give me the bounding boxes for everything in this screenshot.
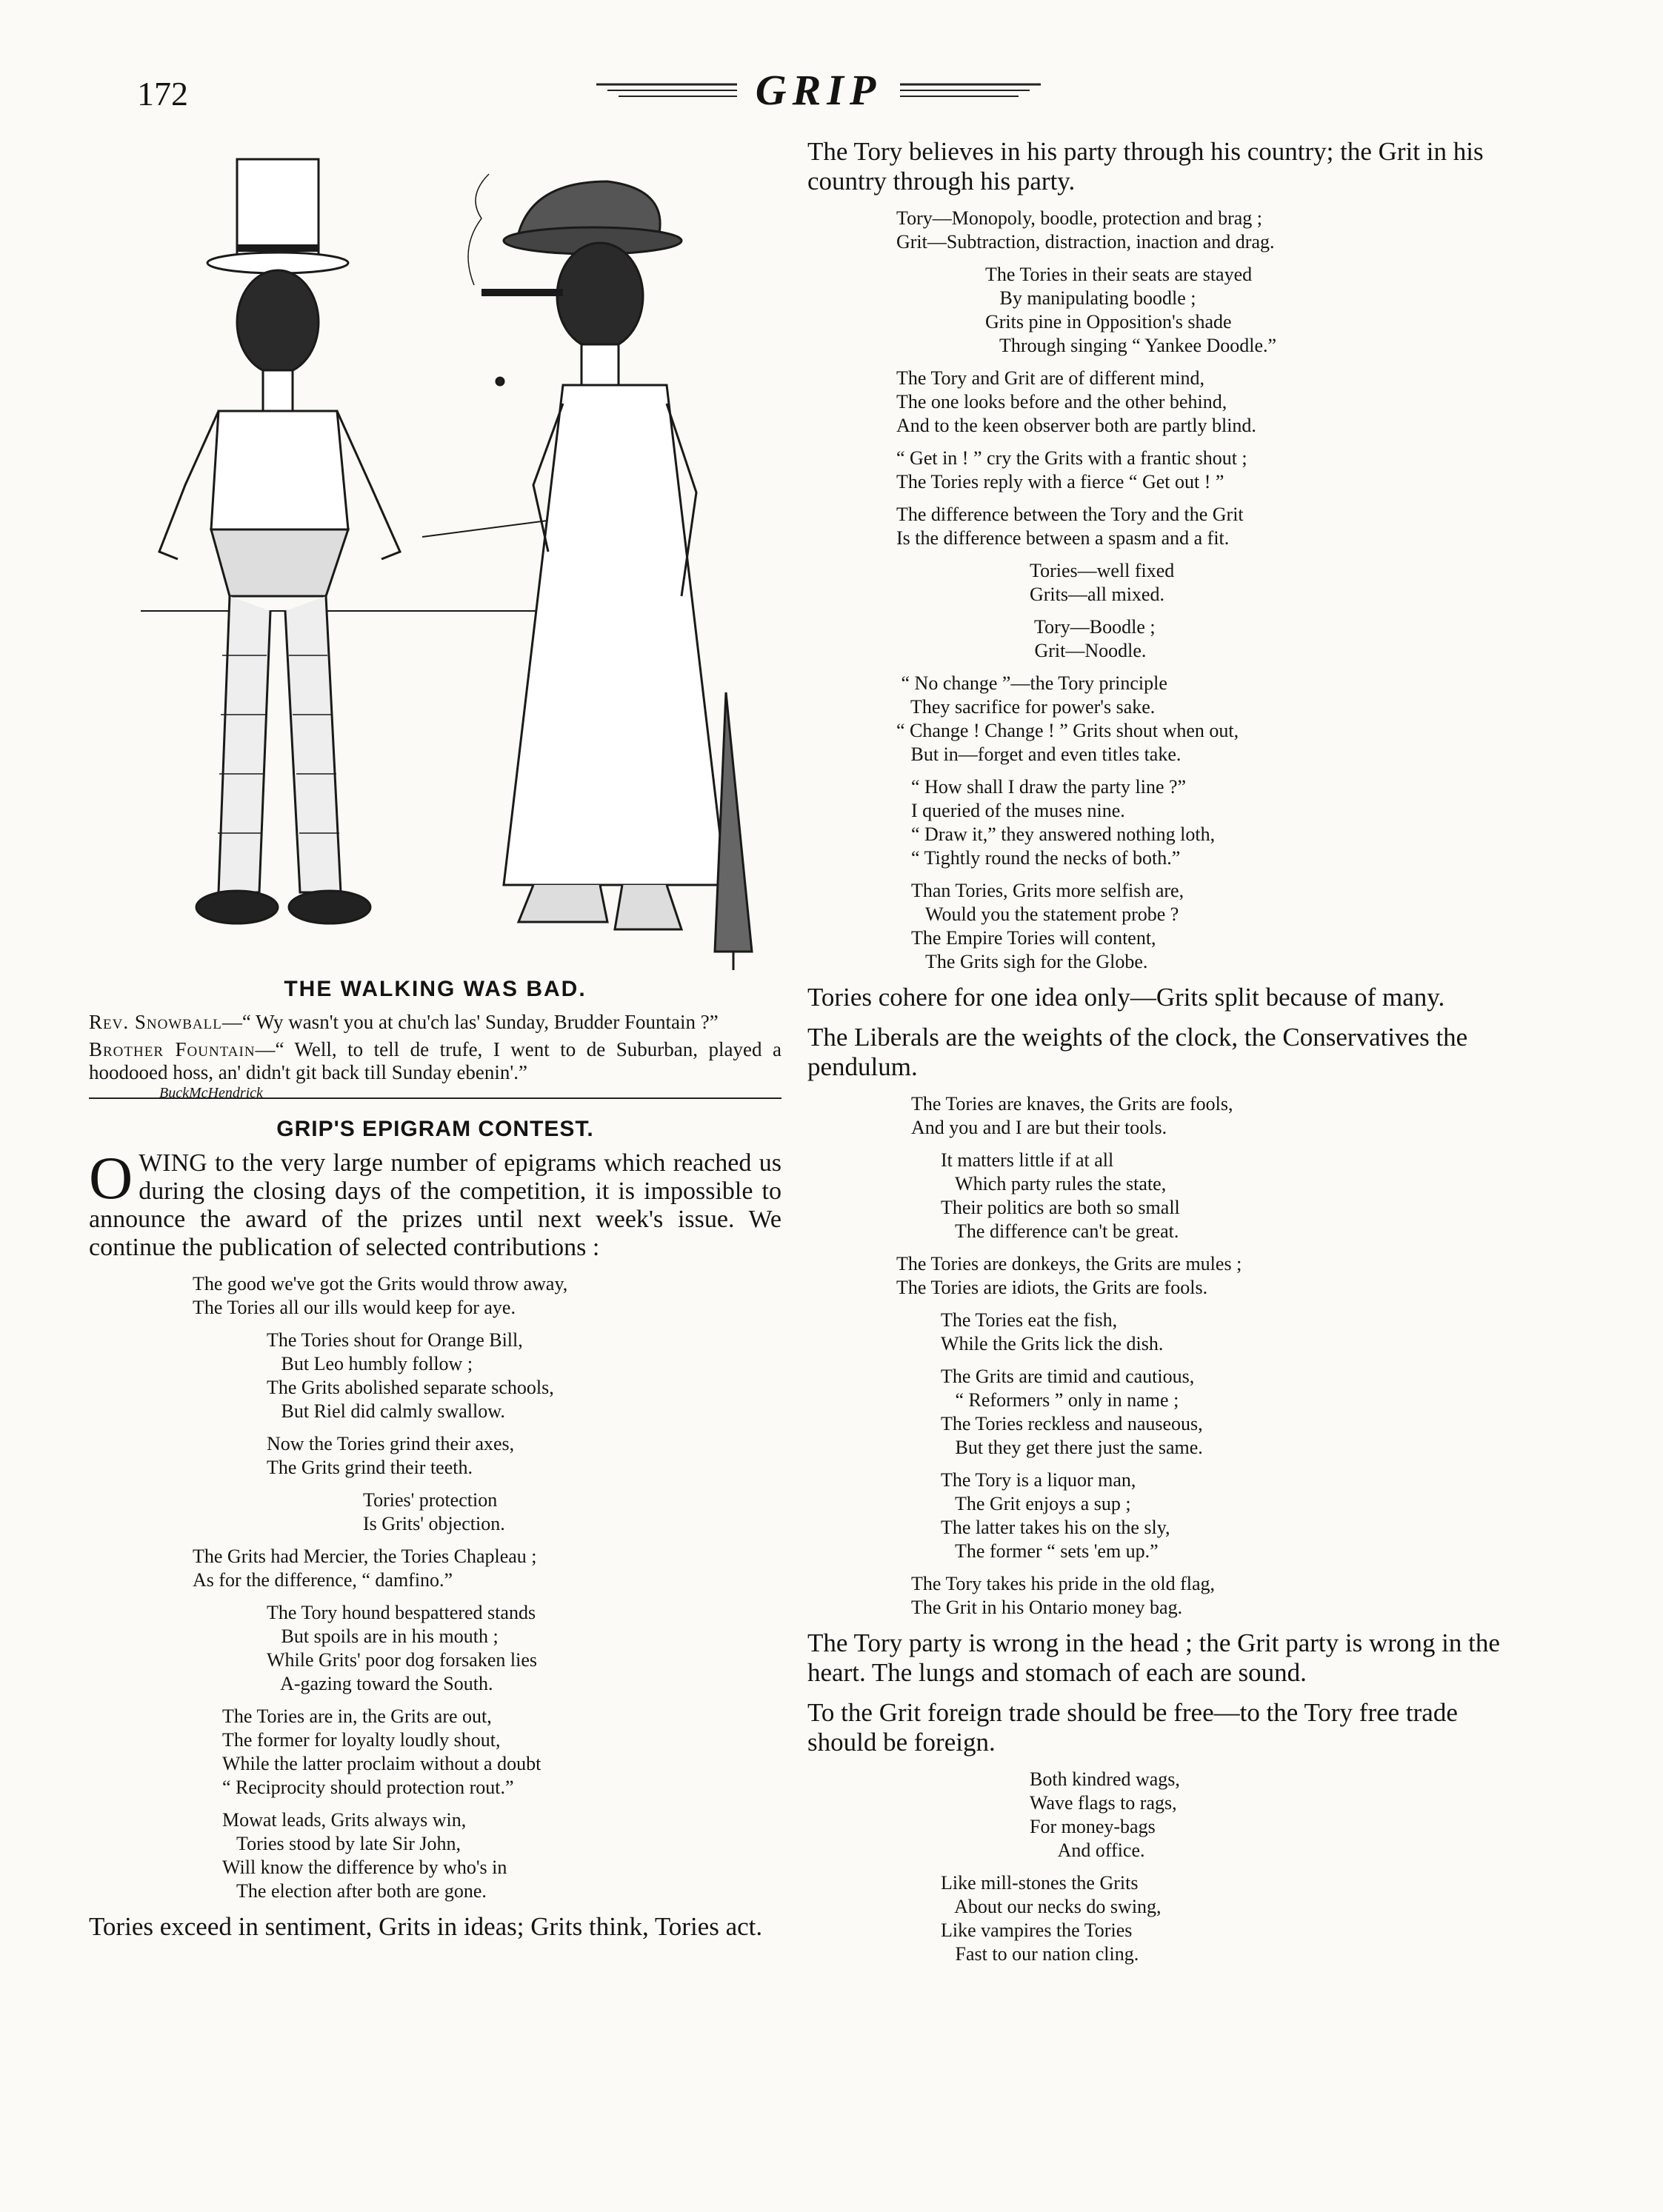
contest-intro-text: WING to the very large number of epigrams which reached us during the closing days of the competition, it is impossible to announce the award of the prizes until next week's issue. We continue the publication of selected contributions :	[89, 1149, 781, 1261]
epigram-verse: Both kindred wags, Wave flags to rags, For money-bags And office.	[1030, 1768, 1180, 1861]
left-epigram-list	[89, 1272, 781, 1942]
epigram-verse: Tories—well fixed Grits—all mixed.	[1030, 560, 1175, 605]
epigram-verse: It matters little if at all Which party rules the state, Their politics are both so small The difference can't be great.	[941, 1149, 1180, 1242]
epigram-verse: “ No change ”—the Tory principle They sacrifice for power's sake. “ Change ! Change ! ” Grits shout when out, But in—forget and even titles take.	[896, 672, 1239, 765]
epigram-verse: The Tories eat the fish, While the Grits lick the dish.	[941, 1309, 1164, 1354]
epigram-prose: The Liberals are the weights of the clock, the Conservatives the pendulum.	[807, 1023, 1468, 1081]
epigram-prose: The Tory believes in his party through his country; the Grit in his country through his party.	[807, 137, 1484, 196]
dialogue-speaker: Rev. Snowball	[89, 1011, 222, 1033]
dialogue-line	[89, 1038, 781, 1084]
epigram-verse: The Tory hound bespattered stands But spoils are in his mouth ; While Grits' poor dog forsaken lies A-gazing toward the South.	[267, 1602, 537, 1694]
epigram-verse: “ How shall I draw the party line ?” I queried of the muses nine. “ Draw it,” they answered nothing loth, “ Tightly round the necks of both.”	[911, 776, 1216, 869]
dropcap: O	[89, 1144, 133, 1212]
epigram-verse: Now the Tories grind their axes, The Grits grind their teeth.	[267, 1433, 515, 1478]
epigram-verse: Tories' protection Is Grits' objection.	[363, 1489, 505, 1534]
epigram-verse: The Tory and Grit are of different mind, The one looks before and the other behind, And to the keen observer both are partly blind.	[896, 367, 1256, 436]
epigram-prose: To the Grit foreign trade should be free—to the Tory free trade should be foreign.	[807, 1698, 1458, 1757]
epigram-prose: Tories cohere for one idea only—Grits split because of many.	[807, 983, 1445, 1012]
cartoon-signature: BuckMcHendrick	[159, 1085, 263, 1101]
epigram-verse: The good we've got the Grits would throw away, The Tories all our ills would keep for aye.	[193, 1273, 568, 1318]
right-epigram-list	[807, 137, 1500, 1966]
dialogue-text: —“ Wy wasn't you at chu'ch las' Sunday, Brudder Fountain ?”	[221, 1011, 719, 1033]
epigram-verse: Mowat leads, Grits always win, Tories stood by late Sir John, Will know the difference by who's in The election after both are gone.	[222, 1809, 507, 1902]
right-column	[807, 137, 1500, 1975]
page-number: 172	[137, 75, 188, 113]
dialogue-line	[89, 1011, 781, 1034]
epigram-verse: Tory—Boodle ; Grit—Noodle.	[1034, 616, 1156, 661]
epigram-verse: Than Tories, Grits more selfish are, Would you the statement probe ? The Empire Tories will content, The Grits sigh for the Globe.	[911, 880, 1184, 972]
contest-intro	[89, 1144, 781, 1262]
masthead	[589, 68, 1048, 113]
epigram-verse: The Tories shout for Orange Bill, But Leo humbly follow ; The Grits abolished separate schools, But Riel did calmly swallow.	[267, 1329, 554, 1422]
epigram-prose: Tories exceed in sentiment, Grits in ideas; Grits think, Tories act.	[89, 1912, 763, 1941]
epigram-verse: Tory—Monopoly, boodle, protection and brag ; Grit—Subtraction, distraction, inaction and drag.	[896, 207, 1275, 253]
cartoon-caption-title: THE WALKING WAS BAD.	[284, 977, 587, 1001]
epigram-prose: The Tory party is wrong in the head ; the Grit party is wrong in the heart. The lungs and stomach of each are sound.	[807, 1628, 1500, 1687]
epigram-verse: Like mill-stones the Grits About our necks do swing, Like vampires the Tories Fast to our nation cling.	[941, 1872, 1162, 1965]
epigram-verse: The Tories in their seats are stayed By manipulating boodle ; Grits pine in Opposition's shade Through singing “ Yankee Doodle.”	[985, 264, 1277, 356]
epigram-verse: The Tories are donkeys, the Grits are mules ; The Tories are idiots, the Grits are fools.	[896, 1253, 1242, 1298]
contest-title: GRIP'S EPIGRAM CONTEST.	[276, 1117, 594, 1141]
epigram-verse: The Tory is a liquor man, The Grit enjoys a sup ; The latter takes his on the sly, The former “ sets 'em up.”	[941, 1469, 1170, 1562]
epigram-verse: The Tories are in, the Grits are out, The former for loyalty loudly shout, While the latter proclaim without a doubt “ Reciprocity should protection rout.”	[222, 1705, 541, 1798]
masthead-title: GRIP	[755, 66, 882, 114]
epigram-verse: The Grits had Mercier, the Tories Chapleau ; As for the difference, “ damfino.”	[193, 1546, 537, 1591]
dialogue-text: —“ Well, to tell de trufe, I went to de Suburban, played a hoodooed hoss, an' didn't git back till Sunday ebenin'.”	[89, 1038, 781, 1083]
epigram-verse: The Grits are timid and cautious, “ Reformers ” only in name ; The Tories reckless and nauseous, But they get there just the same.	[941, 1366, 1203, 1458]
cartoon-drawing	[89, 137, 781, 974]
cartoon-illustration	[89, 137, 781, 974]
dialogue-speaker: Brother Fountain	[89, 1038, 256, 1060]
epigram-verse: The Tories are knaves, the Grits are fools, And you and I are but their tools.	[911, 1093, 1233, 1138]
epigram-verse: The Tory takes his pride in the old flag, The Grit in his Ontario money bag.	[911, 1573, 1215, 1618]
epigram-verse: The difference between the Tory and the Grit Is the difference between a spasm and a fit.	[896, 504, 1244, 549]
epigram-verse: “ Get in ! ” cry the Grits with a frantic shout ; The Tories reply with a fierce “ Get out ! ”	[896, 447, 1247, 492]
left-column	[89, 137, 781, 1952]
